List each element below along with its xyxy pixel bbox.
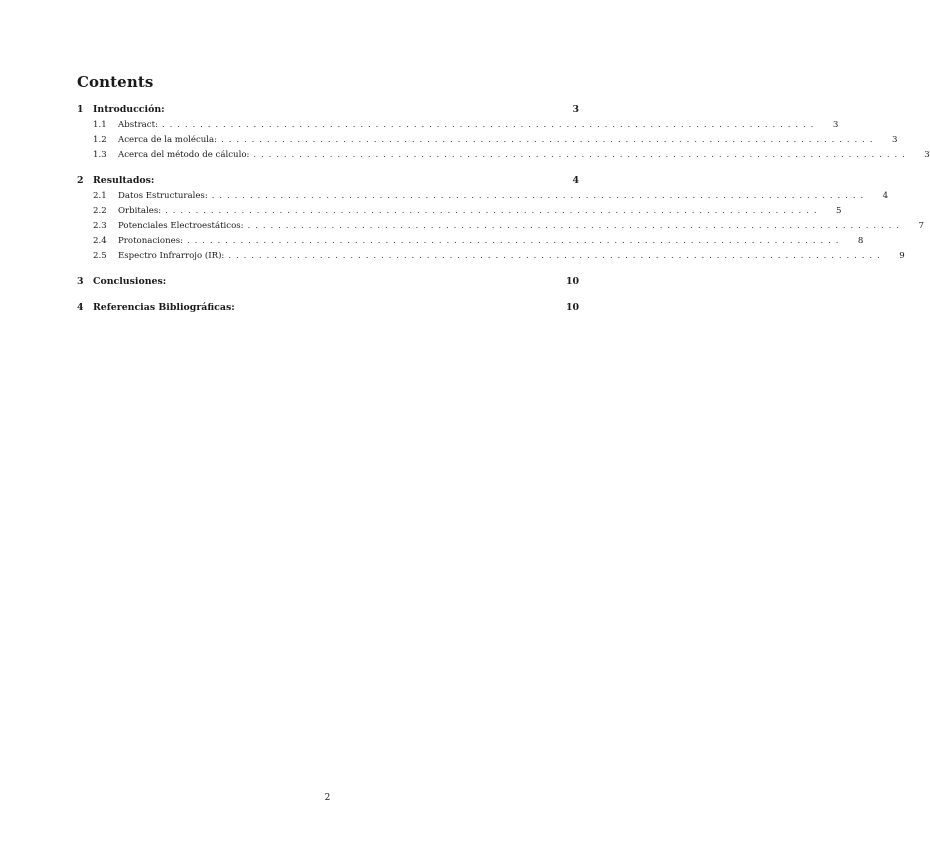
section-number: 1 [77, 104, 84, 115]
section-page-number: 3 [572, 104, 579, 115]
dot-leader: ...................................................................................... [253, 150, 910, 160]
subsection-label: Orbitales: [118, 206, 162, 216]
subsection-label: Espectro Infrarrojo (IR): [118, 251, 225, 261]
toc-subsection-2-2[interactable] [77, 204, 842, 219]
toc-subsection-2-1[interactable] [77, 189, 889, 204]
toc-section-1[interactable] [77, 102, 579, 118]
section-label: Conclusiones: [93, 276, 167, 287]
subsection-page-number: 7 [918, 221, 924, 231]
dot-leader: ...................................................................................... [221, 135, 878, 145]
toc-subsection-1-3[interactable] [77, 148, 930, 163]
subsection-page-number: 9 [899, 251, 905, 261]
subsection-label: Protonaciones: [118, 236, 184, 246]
table-of-contents [77, 102, 930, 316]
subsection-number: 1.2 [93, 135, 107, 145]
subsection-page-number: 3 [924, 150, 930, 160]
subsection-number: 1.1 [93, 120, 107, 130]
toc-section-4[interactable] [77, 300, 579, 316]
section-number: 2 [77, 175, 84, 186]
toc-subsection-2-5[interactable] [77, 249, 905, 264]
page-number: 2 [324, 793, 331, 803]
dot-leader: ...................................................................................... [165, 206, 822, 216]
section-label: Introducción: [93, 104, 165, 115]
subsection-number: 2.1 [93, 191, 107, 201]
dot-leader: ...................................................................................... [247, 221, 904, 231]
dot-leader: ...................................................................................... [228, 251, 885, 261]
subsection-page-number: 5 [835, 206, 842, 216]
section-page-number: 4 [572, 175, 579, 186]
toc-subsection-2-4[interactable] [77, 234, 864, 249]
subsection-number: 2.3 [93, 221, 107, 231]
subsection-page-number: 3 [891, 135, 898, 145]
dot-leader: ...................................................................................... [161, 120, 819, 130]
subsection-number: 1.3 [93, 150, 107, 160]
section-spacer [77, 163, 579, 173]
toc-subsection-1-1[interactable] [77, 118, 839, 133]
toc-section-3[interactable] [77, 274, 579, 290]
toc-title: Contents [77, 73, 154, 91]
dot-leader: ...................................................................................... [187, 236, 844, 246]
subsection-number: 2.2 [93, 206, 107, 216]
section-spacer [77, 290, 579, 300]
subsection-label: Acerca de la molécula: [118, 135, 218, 145]
section-page-number: 10 [565, 302, 579, 313]
subsection-number: 2.5 [93, 251, 107, 261]
toc-section-2[interactable] [77, 173, 579, 189]
section-number: 3 [77, 276, 84, 287]
subsection-label: Abstract: [118, 120, 158, 130]
section-spacer [77, 264, 579, 274]
subsection-page-number: 8 [857, 236, 864, 246]
section-label: Resultados: [93, 175, 155, 186]
dot-leader: ...................................................................................... [211, 191, 869, 201]
section-number: 4 [77, 302, 84, 313]
section-label: Referencias Bibliográficas: [93, 302, 235, 313]
subsection-label: Potenciales Electroestáticos: [118, 221, 244, 231]
subsection-page-number: 4 [882, 191, 889, 201]
subsection-label: Datos Estructurales: [118, 191, 208, 201]
section-page-number: 10 [565, 276, 579, 287]
subsection-label: Acerca del método de cálculo: [118, 150, 250, 160]
toc-subsection-2-3[interactable] [77, 219, 924, 234]
toc-subsection-1-2[interactable] [77, 133, 898, 148]
subsection-page-number: 3 [832, 120, 839, 130]
subsection-number: 2.4 [93, 236, 107, 246]
